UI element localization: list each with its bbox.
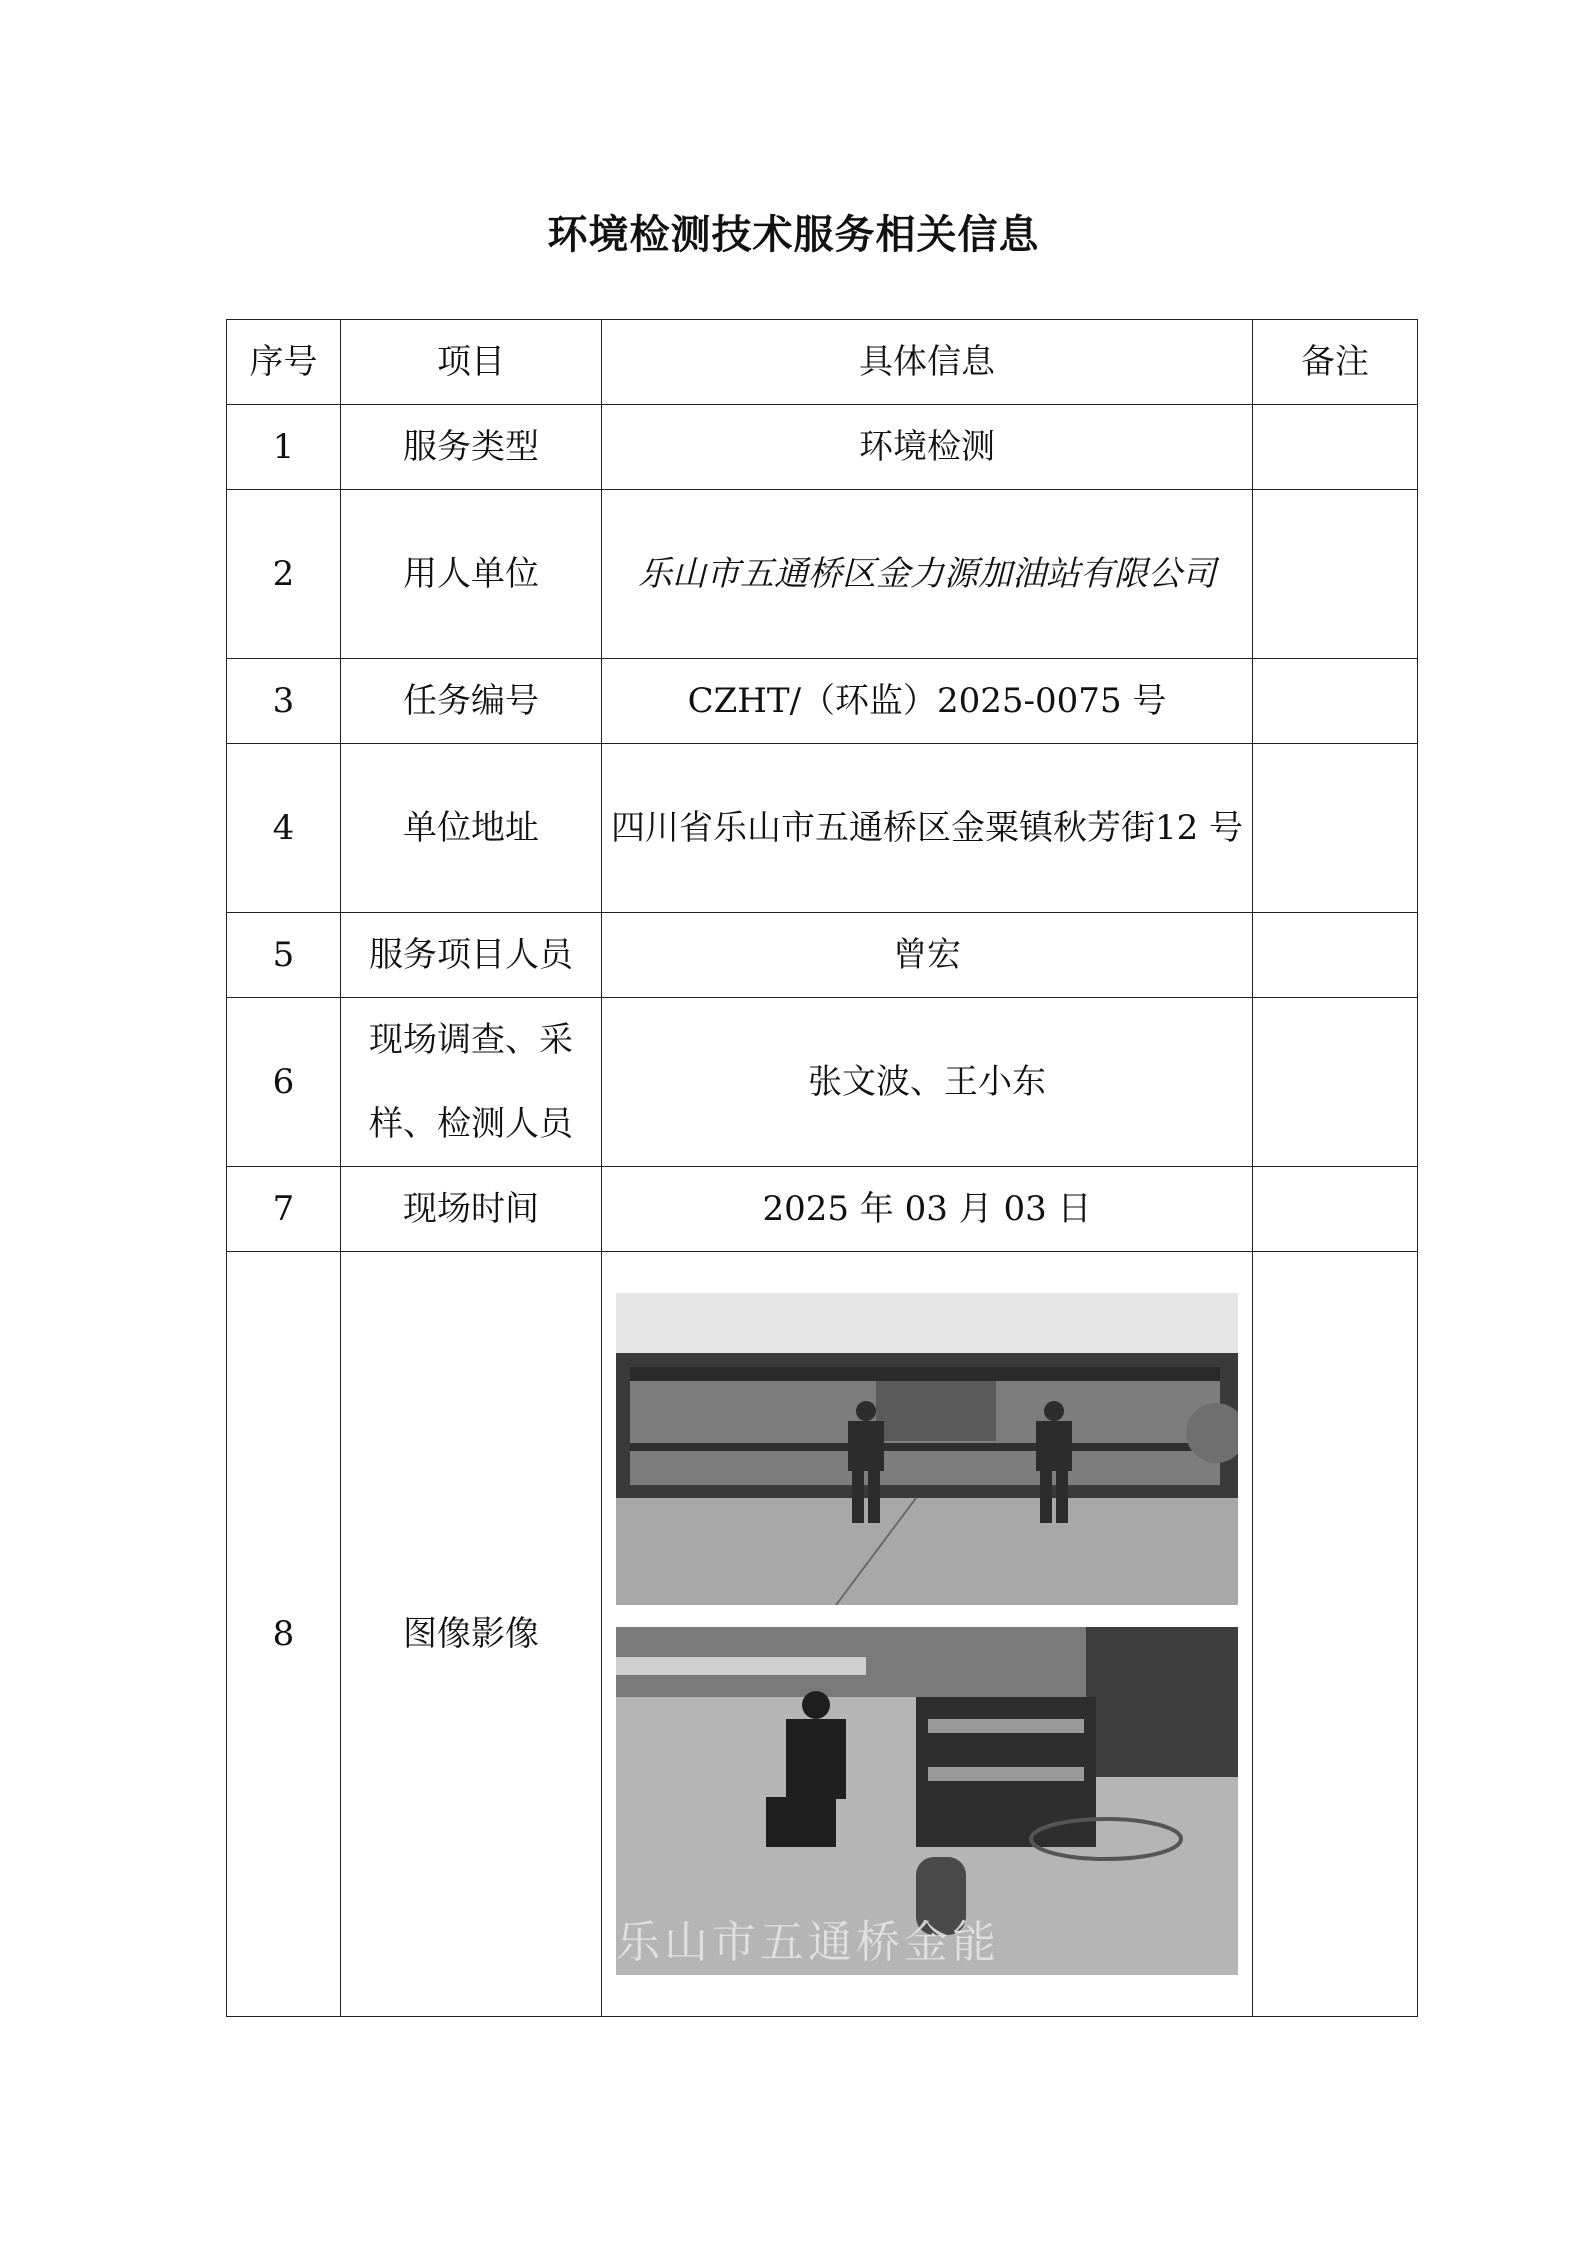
table-row	[227, 490, 1418, 659]
row-remark	[1253, 405, 1418, 490]
row-detail-photos	[602, 1252, 1253, 2017]
row-item: 任务编号	[341, 659, 602, 744]
row-item: 现场调查、采样、检测人员	[341, 998, 602, 1167]
row-remark	[1253, 913, 1418, 998]
row-remark	[1253, 490, 1418, 659]
row-no: 3	[227, 659, 341, 744]
row-remark	[1253, 998, 1418, 1167]
site-photo-workers	[616, 1293, 1238, 1605]
header-remark: 备注	[1253, 320, 1418, 405]
header-no: 序号	[227, 320, 341, 405]
info-table	[226, 319, 1418, 2017]
row-no: 7	[227, 1167, 341, 1252]
row-item: 服务类型	[341, 405, 602, 490]
row-no: 5	[227, 913, 341, 998]
table-row	[227, 998, 1418, 1167]
row-no: 1	[227, 405, 341, 490]
row-remark	[1253, 1252, 1418, 2017]
row-remark	[1253, 1167, 1418, 1252]
table-row	[227, 913, 1418, 998]
table-row	[227, 659, 1418, 744]
header-item: 项目	[341, 320, 602, 405]
header-detail: 具体信息	[602, 320, 1253, 405]
row-remark	[1253, 659, 1418, 744]
row-detail: 四川省乐山市五通桥区金粟镇秋芳街12 号	[602, 744, 1253, 913]
table-row	[227, 1252, 1418, 2017]
photo-watermark: 乐山市五通桥金能	[616, 1917, 1000, 1968]
row-detail: 环境检测	[602, 405, 1253, 490]
site-photo-sampling	[616, 1627, 1238, 1975]
row-item: 图像影像	[341, 1252, 602, 2017]
row-item: 现场时间	[341, 1167, 602, 1252]
row-no: 6	[227, 998, 341, 1167]
row-item: 服务项目人员	[341, 913, 602, 998]
row-detail: CZHT/（环监）2025-0075 号	[602, 659, 1253, 744]
row-detail: 2025 年 03 月 03 日	[602, 1167, 1253, 1252]
table-row	[227, 1167, 1418, 1252]
row-detail: 曾宏	[602, 913, 1253, 998]
page-title: 环境检测技术服务相关信息	[547, 211, 1040, 258]
table-row	[227, 405, 1418, 490]
row-item: 单位地址	[341, 744, 602, 913]
row-no: 8	[227, 1252, 341, 2017]
table-header-row	[227, 320, 1418, 405]
row-item: 用人单位	[341, 490, 602, 659]
row-remark	[1253, 744, 1418, 913]
row-detail: 张文波、王小东	[602, 998, 1253, 1167]
row-no: 2	[227, 490, 341, 659]
table-row	[227, 744, 1418, 913]
row-detail: 乐山市五通桥区金力源加油站有限公司	[602, 490, 1253, 659]
row-no: 4	[227, 744, 341, 913]
